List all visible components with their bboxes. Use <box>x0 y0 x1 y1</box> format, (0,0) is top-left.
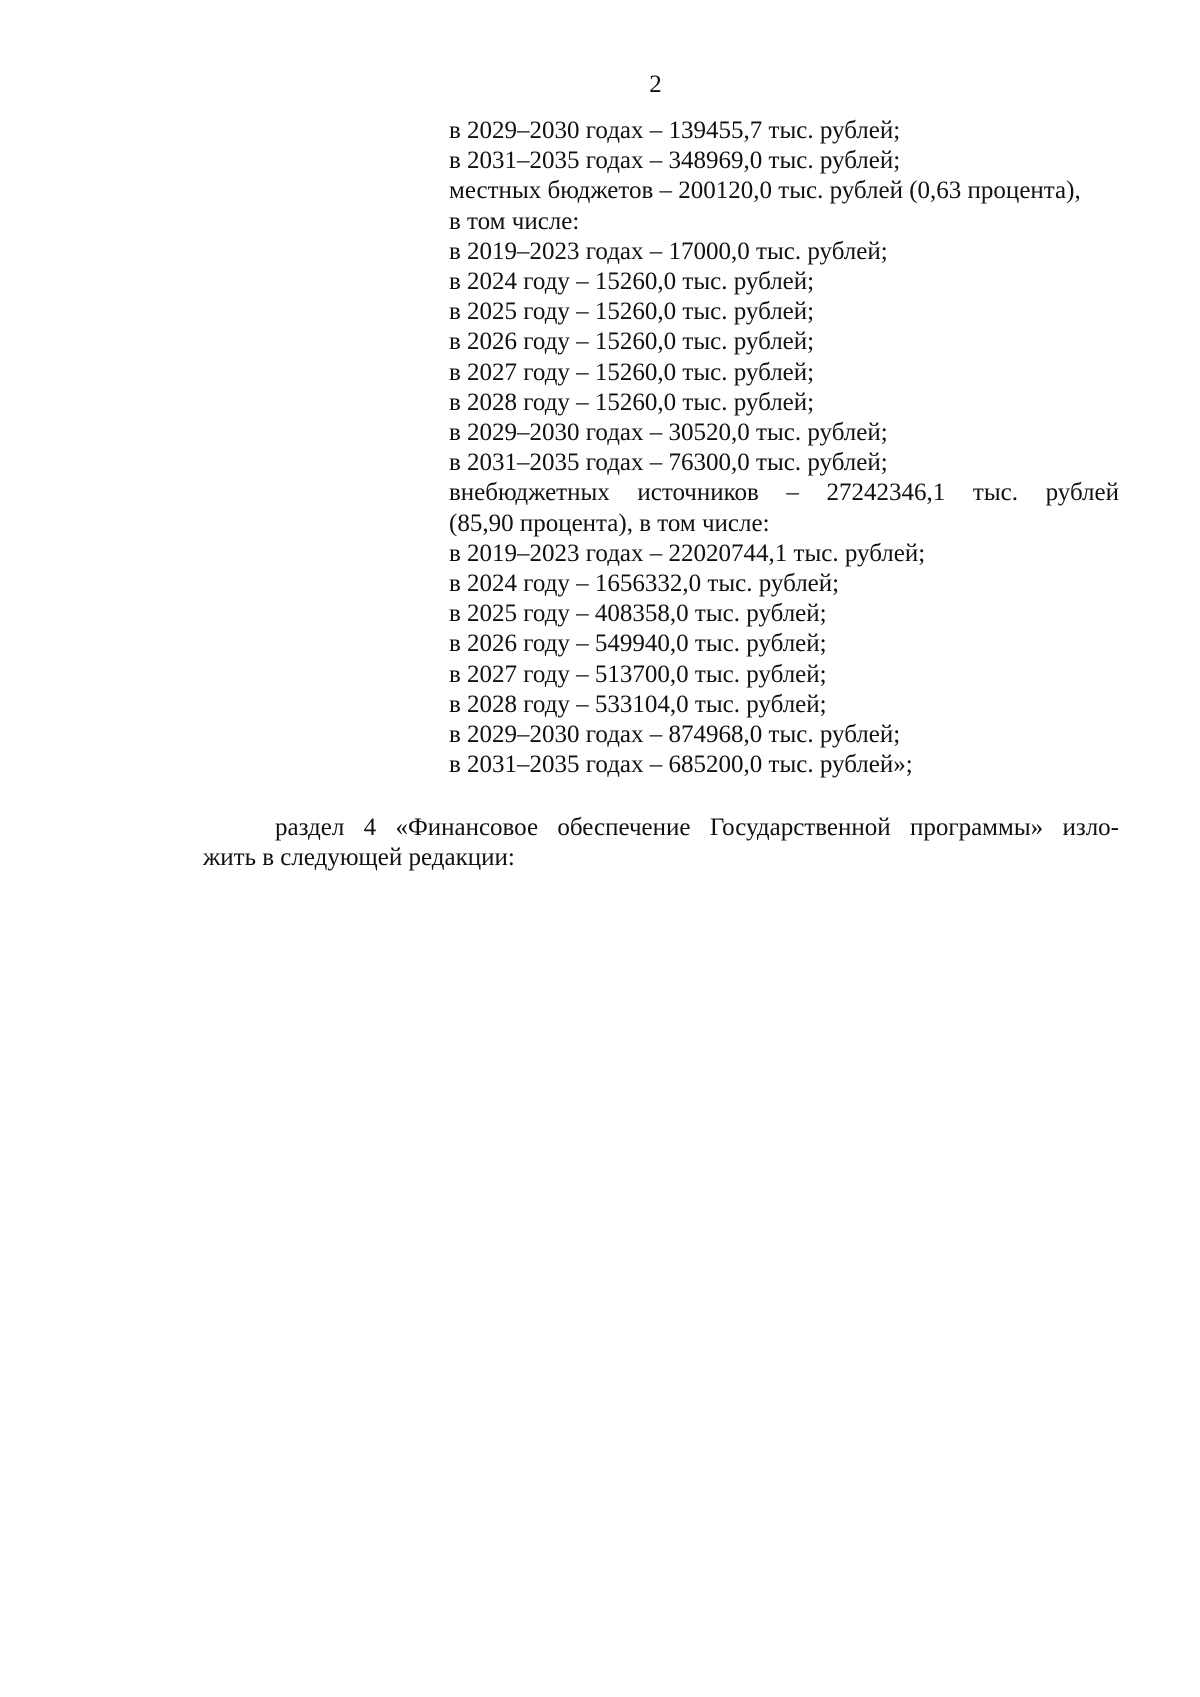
list-line: в 2024 году – 15260,0 тыс. рублей; <box>449 268 815 296</box>
list-line: в 2027 году – 15260,0 тыс. рублей; <box>449 358 815 386</box>
list-line: в 2026 году – 15260,0 тыс. рублей; <box>449 328 815 356</box>
paragraph-line: жить в следующей редакции: <box>203 844 515 872</box>
paragraph-line: раздел 4 «Финансовое обеспечение Государственной программы» изло- <box>275 814 1119 841</box>
section-paragraph <box>203 813 1119 873</box>
list-line: (85,90 процента), в том числе: <box>449 509 770 537</box>
page-number: 2 <box>649 71 662 98</box>
list-line: в 2029–2030 годах – 139455,7 тыс. рублей; <box>449 117 901 144</box>
list-line: в 2029–2030 годах – 30520,0 тыс. рублей; <box>449 419 888 447</box>
list-line: в 2026 году – 549940,0 тыс. рублей; <box>449 630 827 658</box>
list-line: в 2025 году – 15260,0 тыс. рублей; <box>449 298 815 326</box>
list-line: в 2019–2023 годах – 22020744,1 тыс. рублей; <box>449 539 926 567</box>
list-line: в 2027 году – 513700,0 тыс. рублей; <box>449 660 827 688</box>
list-line: в 2028 году – 533104,0 тыс. рублей; <box>449 690 827 718</box>
list-line: в 2031–2035 годах – 685200,0 тыс. рублей»; <box>449 751 913 779</box>
list-line: в 2024 году – 1656332,0 тыс. рублей; <box>449 570 840 598</box>
list-line: в 2029–2030 годах – 874968,0 тыс. рублей; <box>449 721 901 749</box>
list-line: внебюджетных источников – 27242346,1 тыс. рублей <box>449 479 1119 507</box>
list-line: в 2025 году – 408358,0 тыс. рублей; <box>449 600 827 628</box>
list-line: местных бюджетов – 200120,0 тыс. рублей (0,63 процента), <box>449 177 1081 205</box>
list-line: в том числе: <box>449 207 580 235</box>
funding-breakdown-list <box>449 116 1119 780</box>
list-line: в 2028 году – 15260,0 тыс. рублей; <box>449 388 815 416</box>
list-line: в 2019–2023 годах – 17000,0 тыс. рублей; <box>449 237 888 265</box>
list-line: в 2031–2035 годах – 76300,0 тыс. рублей; <box>449 449 888 477</box>
list-line: в 2031–2035 годах – 348969,0 тыс. рублей; <box>449 147 901 175</box>
